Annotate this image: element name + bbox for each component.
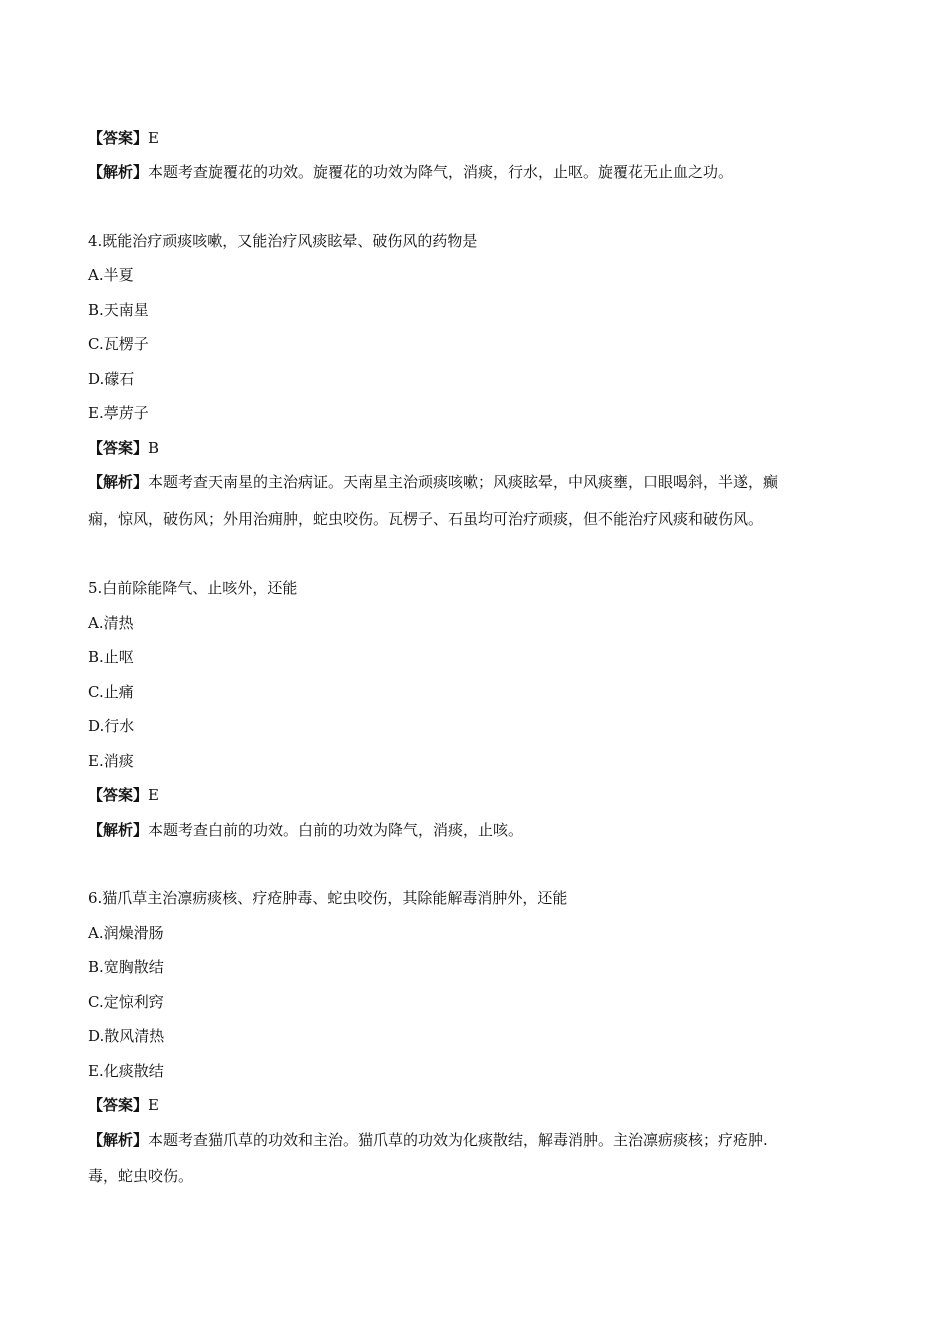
answer-label: 【答案】: [88, 439, 149, 457]
question-stem: 6.猫爪草主治凛疬痰核、疗疮肿毒、蛇虫咬伤，其除能解毒消肿外，还能: [88, 889, 568, 907]
option-e: E.化痰散结: [88, 1062, 164, 1080]
option-a: A.清热: [88, 614, 134, 632]
answer-label: 【答案】: [88, 1096, 149, 1114]
option-d: D.礞石: [88, 370, 135, 388]
explanation-text: 本题考查旋覆花的功效。旋覆花的功效为降气，消痰，行水，止呕。旋覆花无止血之功。: [148, 163, 734, 181]
explanation-label: 【解析】: [88, 163, 149, 181]
explanation-line: [88, 820, 523, 840]
option-e: E.消痰: [88, 752, 134, 770]
answer-line-prev: [88, 128, 159, 148]
option-e: E.葶苈子: [88, 404, 149, 422]
explanation-text: 本题考查猫爪草的功效和主治。猫爪草的功效为化痰散结，解毒消肿。主治凛疬痰核；疗疮肿.: [148, 1131, 768, 1149]
answer-line: [88, 1095, 159, 1115]
option-a: A.润燥滑肠: [88, 924, 164, 942]
option-c: C.定惊利窍: [88, 993, 164, 1011]
option-b: B.天南星: [88, 301, 149, 319]
explanation-row: 痫，惊风，破伤风；外用治痈肿，蛇虫咬伤。瓦楞子、石虽均可治疗顽痰，但不能治疗风痰和破伤风。: [88, 510, 764, 528]
option-c: C.瓦楞子: [88, 335, 149, 353]
explanation-line-prev: [88, 162, 733, 182]
explanation-label: 【解析】: [88, 473, 149, 491]
explanation-text: 本题考查白前的功效。白前的功效为降气，消痰，止咳。: [148, 821, 524, 839]
explanation-paragraph: [88, 472, 860, 529]
answer-label: 【答案】: [88, 786, 149, 804]
answer-value: E: [148, 786, 159, 804]
option-c: C.止痛: [88, 683, 134, 701]
answer-line: [88, 785, 159, 805]
explanation-text: 本题考查天南星的主治病证。天南星主治顽痰咳嗽；风痰眩晕，中风痰壅，口眼喝斜，半遂，癫: [148, 473, 779, 491]
answer-value: B: [148, 439, 160, 457]
explanation-row: 毒，蛇虫咬伤。: [88, 1167, 194, 1185]
answer-line: [88, 438, 159, 458]
option-d: D.行水: [88, 717, 135, 735]
option-b: B.止呕: [88, 648, 134, 666]
option-d: D.散风清热: [88, 1027, 165, 1045]
explanation-label: 【解析】: [88, 1131, 149, 1149]
option-b: B.宽胸散结: [88, 958, 164, 976]
answer-label: 【答案】: [88, 129, 149, 147]
question-stem: 4.既能治疗顽痰咳嗽，又能治疗风痰眩晕、破伤风的药物是: [88, 232, 478, 250]
explanation-row: [88, 1130, 860, 1150]
answer-value: E: [148, 129, 159, 147]
explanation-paragraph: [88, 1130, 860, 1186]
explanation-label: 【解析】: [88, 821, 149, 839]
question-stem: 5.白前除能降气、止咳外，还能: [88, 579, 298, 597]
option-a: A.半夏: [88, 266, 134, 284]
explanation-row: [88, 472, 860, 492]
answer-value: E: [148, 1096, 159, 1114]
